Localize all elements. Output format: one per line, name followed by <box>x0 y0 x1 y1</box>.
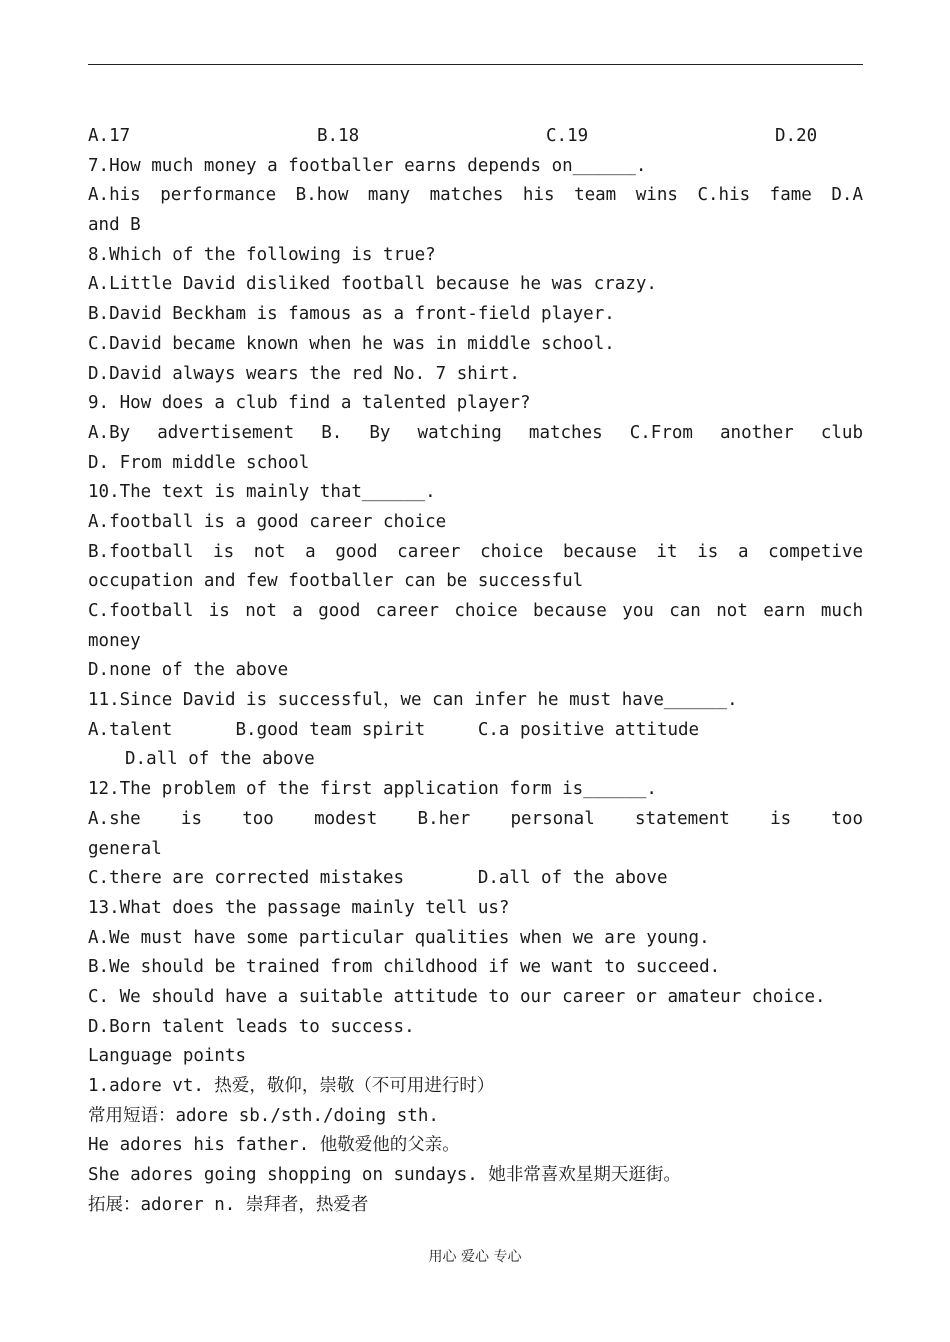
language-point-phrases: 常用短语：adore sb./sth./doing sth. <box>88 1105 439 1126</box>
language-point-extension: 拓展：adorer n. 崇拜者，热爱者 <box>88 1194 369 1215</box>
option-b: B.18 <box>317 126 360 146</box>
question-8-option-a: A.Little David disliked football because he was crazy. <box>88 274 657 295</box>
question-6-options <box>88 122 863 152</box>
language-point-example-1: He adores his father. 他敬爱他的父亲。 <box>88 1135 460 1156</box>
question-10-option-c-line-2: money <box>88 630 141 651</box>
question-9-options-line-2: D. From middle school <box>88 452 310 473</box>
question-12-options-line-2: general <box>88 838 162 859</box>
question-7-options-line-2: and B <box>88 215 141 236</box>
option-d: D.20 <box>775 126 818 146</box>
question-10-option-b-line-2: occupation and few footballer can be successful <box>88 571 584 592</box>
page-footer: 用心 爱心 专心 <box>428 1249 522 1265</box>
question-10-option-b-line-1: B.football is not a good career choice because it is a competive <box>88 541 863 562</box>
question-10: 10.The text is mainly that______. <box>88 482 436 503</box>
question-8: 8.Which of the following is true? <box>88 244 436 265</box>
option-c: C.19 <box>546 126 589 146</box>
question-7-options-line-1: A.his performance B.how many matches his team wins C.his fame D.A <box>88 185 863 206</box>
question-11-options-line-1: A.talent B.good team spirit C.a positive attitude <box>88 719 700 740</box>
option-a: A.17 <box>88 126 131 146</box>
question-10-option-a: A.football is a good career choice <box>88 511 447 532</box>
header-rule <box>88 64 863 65</box>
question-8-option-d: D.David always wears the red No. 7 shirt. <box>88 363 520 384</box>
question-10-option-d: D.none of the above <box>88 660 289 681</box>
question-7: 7.How much money a footballer earns depends on______. <box>88 155 647 176</box>
question-13: 13.What does the passage mainly tell us? <box>88 897 510 918</box>
question-8-option-c: C.David became known when he was in middle school. <box>88 333 615 354</box>
document-body <box>88 122 863 1220</box>
question-11-options-line-2: D.all of the above <box>125 749 315 770</box>
question-12: 12.The problem of the first application form is______. <box>88 779 657 800</box>
question-8-option-b: B.David Beckham is famous as a front-field player. <box>88 304 615 325</box>
question-9-options-line-1: A.By advertisement B. By watching matches C.From another club <box>88 422 863 443</box>
question-12-options-line-3: C.there are corrected mistakes D.all of the above <box>88 868 668 889</box>
language-points-heading: Language points <box>88 1046 247 1067</box>
question-13-option-a: A.We must have some particular qualities when we are young. <box>88 927 710 948</box>
language-point-1: 1.adore vt. 热爱，敬仰，崇敬（不可用进行时） <box>88 1076 495 1096</box>
language-point-example-2: She adores going shopping on sundays. 她非常喜欢星期天逛街。 <box>88 1165 681 1186</box>
question-10-option-c-line-1: C.football is not a good career choice because you can not earn much <box>88 601 863 621</box>
question-13-option-c: C. We should have a suitable attitude to our career or amateur choice. <box>88 986 826 1007</box>
question-13-option-b: B.We should be trained from childhood if we want to succeed. <box>88 957 721 978</box>
question-9: 9. How does a club find a talented player? <box>88 393 531 414</box>
question-12-options-line-1: A.she is too modest B.her personal statement is too <box>88 808 863 829</box>
question-11: 11.Since David is successful，we can infer he must have______. <box>88 690 738 711</box>
question-13-option-d: D.Born talent leads to success. <box>88 1016 415 1037</box>
